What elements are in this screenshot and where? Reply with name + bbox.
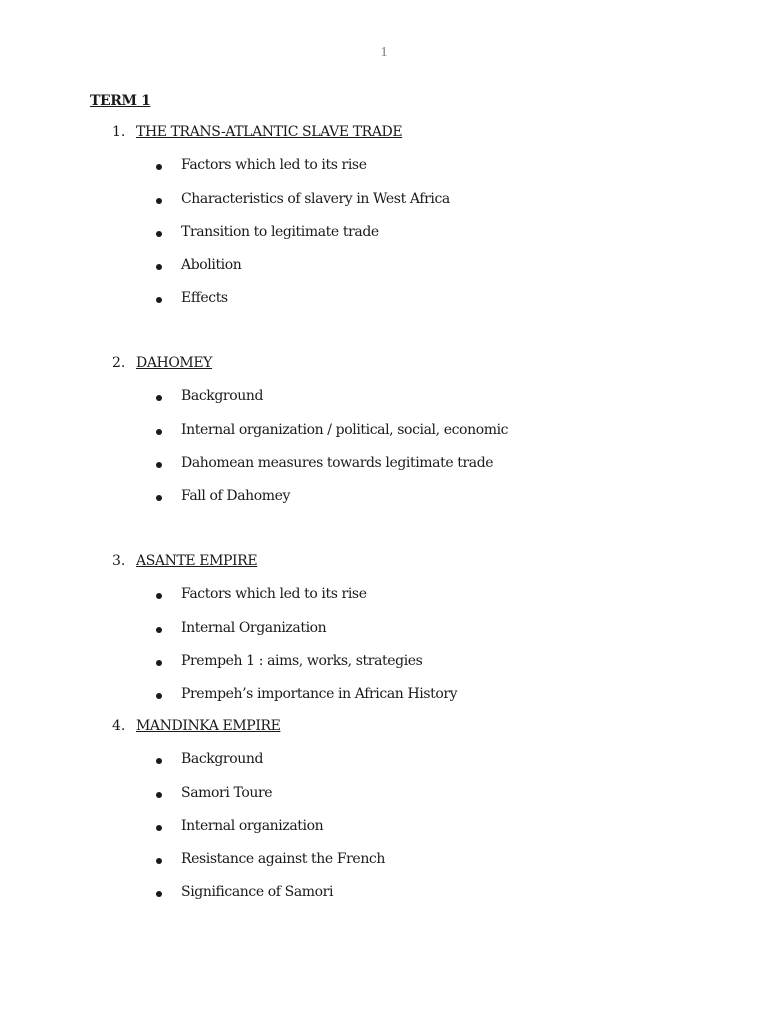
list-item-text: Internal organization — [181, 818, 324, 834]
list-item-text: Background — [181, 751, 264, 767]
section-heading — [0, 718, 700, 738]
list-item-text: Effects — [181, 290, 228, 306]
list-item — [0, 586, 700, 606]
list-item — [0, 686, 700, 706]
list-item — [0, 620, 700, 640]
bullet-icon — [156, 297, 162, 303]
list-item-text: Factors which led to its rise — [181, 157, 367, 173]
bullet-icon — [156, 660, 162, 666]
list-item-text: Prempeh 1 : aims, works, strategies — [181, 653, 423, 669]
bullet-icon — [156, 693, 162, 699]
list-item — [0, 851, 700, 871]
list-item-text: Significance of Samori — [181, 884, 334, 900]
list-item-text: Factors which led to its rise — [181, 586, 367, 602]
section-number: 3. — [112, 553, 126, 569]
list-item — [0, 224, 700, 244]
bullet-icon — [156, 627, 162, 633]
list-item — [0, 191, 700, 211]
section-number: 2. — [112, 355, 126, 371]
section-title: MANDINKA EMPIRE — [136, 718, 281, 734]
section-heading — [0, 124, 700, 144]
list-item — [0, 488, 700, 508]
list-item-text: Samori Toure — [181, 785, 273, 801]
list-item-text: Background — [181, 388, 264, 404]
list-item-text: Fall of Dahomey — [181, 488, 291, 504]
bullet-icon — [156, 231, 162, 237]
list-item — [0, 257, 700, 277]
list-item — [0, 455, 700, 475]
list-item-text: Internal Organization — [181, 620, 327, 636]
section-title: DAHOMEY — [136, 355, 213, 371]
bullet-icon — [156, 462, 162, 468]
section-number: 4. — [112, 718, 126, 734]
page-number: 1 — [380, 45, 388, 60]
list-item — [0, 388, 700, 408]
section-number: 1. — [112, 124, 126, 140]
list-item-text: Abolition — [181, 257, 242, 273]
bullet-icon — [156, 164, 162, 170]
bullet-icon — [156, 198, 162, 204]
list-item-text: Internal organization / political, social, economic — [181, 422, 509, 438]
list-item — [0, 818, 700, 838]
section-heading — [0, 553, 700, 573]
list-item — [0, 290, 700, 310]
bullet-icon — [156, 891, 162, 897]
list-item-text: Resistance against the French — [181, 851, 385, 867]
section-title: ASANTE EMPIRE — [136, 553, 258, 569]
list-item-text: Characteristics of slavery in West Africa — [181, 191, 450, 207]
list-item — [0, 157, 700, 177]
list-item — [0, 884, 700, 904]
list-item — [0, 422, 700, 442]
bullet-icon — [156, 593, 162, 599]
term-heading: TERM 1 — [90, 93, 151, 109]
list-item — [0, 653, 700, 673]
bullet-icon — [156, 395, 162, 401]
bullet-icon — [156, 825, 162, 831]
list-item — [0, 785, 700, 805]
section-title: THE TRANS-ATLANTIC SLAVE TRADE — [136, 124, 403, 140]
list-item-text: Dahomean measures towards legitimate trade — [181, 455, 494, 471]
bullet-icon — [156, 264, 162, 270]
bullet-icon — [156, 758, 162, 764]
list-item-text: Prempeh’s importance in African History — [181, 686, 458, 702]
bullet-icon — [156, 495, 162, 501]
list-item — [0, 751, 700, 771]
section-heading — [0, 355, 700, 375]
bullet-icon — [156, 858, 162, 864]
list-item-text: Transition to legitimate trade — [181, 224, 379, 240]
bullet-icon — [156, 429, 162, 435]
bullet-icon — [156, 792, 162, 798]
